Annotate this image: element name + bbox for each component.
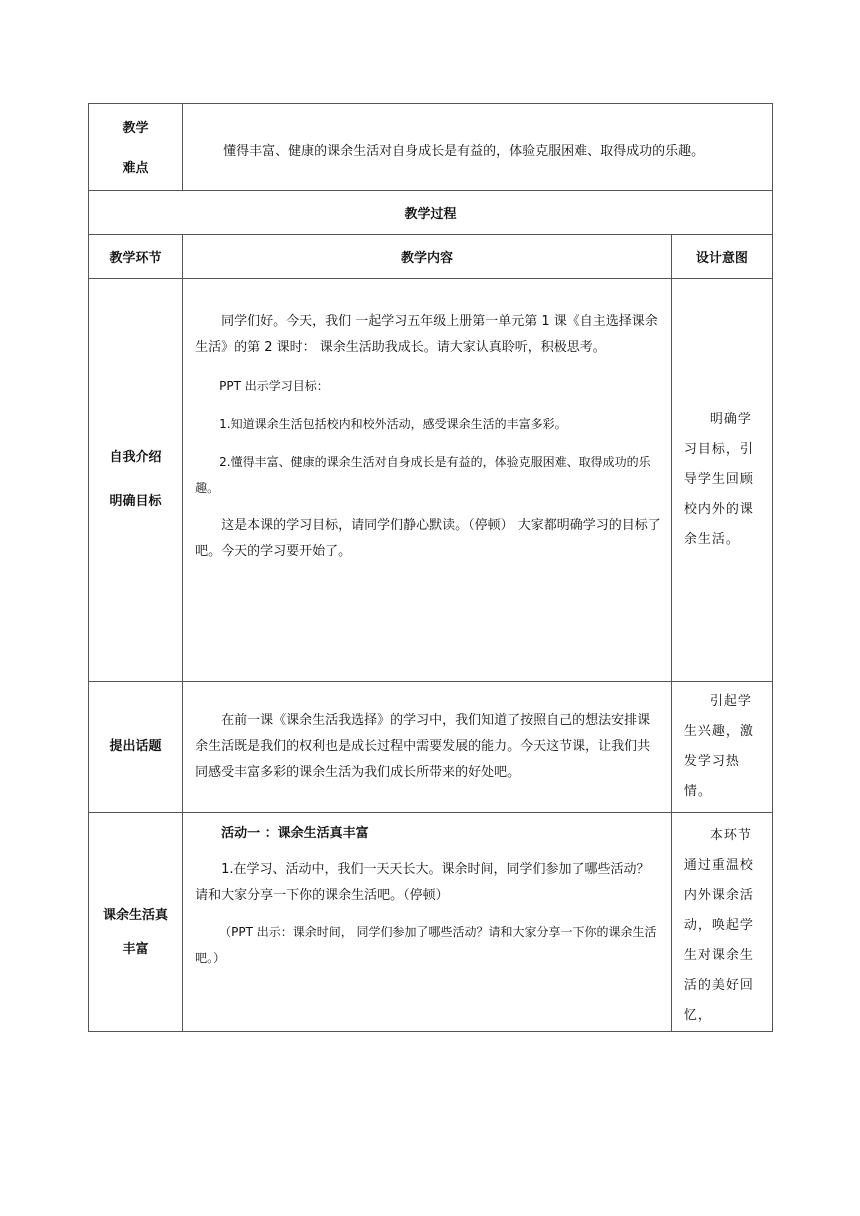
intro-paragraph-4: 2.懂得丰富、健康的课余生活对自身成长是有益的，体验克服困难、取得成功的乐趣。 [195, 455, 651, 495]
activity-paragraph-1: 1.在学习、活动中，我们一天天长大。课余时间，同学们参加了哪些活动？请和大家分享一下你的课余生活吧。（停顿） [195, 862, 650, 903]
row-intro-intent: 明确学习目标，引导学生回顾校内外的课余生活。 [683, 412, 754, 547]
difficulty-text-cell [183, 104, 773, 191]
row-topic-intent-cell [671, 682, 772, 813]
row-topic-intent: 引起学生兴趣，激发学习热情。 [683, 694, 754, 799]
difficulty-row [89, 104, 773, 191]
row-intro-label-line2: 明确目标 [109, 494, 162, 509]
row-activity-label-cell [89, 813, 183, 1032]
row-intro-intent-cell [671, 279, 772, 682]
row-activity-label-line2: 丰富 [122, 942, 149, 957]
difficulty-label-line1: 教学 [122, 121, 149, 136]
row-activity-intent: 本环节通过重温校内外课余活动，唤起学生对课余生活的美好回忆， [683, 828, 754, 1023]
intro-paragraph-2: PPT 出示学习目标： [219, 379, 329, 393]
intro-paragraph-3: 1.知道课余生活包括校内和校外活动，感受课余生活的丰富多彩。 [219, 417, 567, 431]
header-intent: 设计意图 [671, 235, 772, 279]
topic-paragraph-1: 在前一课《课余生活我选择》的学习中，我们知道了按照自己的想法安排课余生活既是我们的权利也是成长过程中需要发展的能力。今天这节课，让我们共同感受丰富多彩的课余生活为我们成长所带来的好处吧。 [195, 713, 651, 780]
row-activity [89, 813, 773, 1032]
row-intro-label-line1: 自我介绍 [109, 450, 162, 465]
difficulty-label-line2: 难点 [122, 161, 149, 176]
row-topic-content-cell [183, 682, 672, 813]
intro-paragraph-5: 这是本课的学习目标，请同学们静心默读。（停顿） 大家都明确学习的目标了吧。今天的学习要开始了。 [195, 518, 661, 559]
row-activity-label-line1: 课余生活真 [103, 908, 169, 923]
row-activity-content-cell [183, 813, 672, 1032]
row-topic-label-cell [89, 682, 183, 813]
header-row [89, 235, 773, 279]
row-activity-intent-cell [671, 813, 772, 1032]
header-stage: 教学环节 [89, 235, 183, 279]
row-intro [89, 279, 773, 682]
row-topic [89, 682, 773, 813]
difficulty-label-cell [89, 104, 183, 191]
row-intro-label-cell [89, 279, 183, 682]
process-title: 教学过程 [89, 191, 773, 235]
process-title-row [89, 191, 773, 235]
intro-paragraph-1: 同学们好。今天，我们 一起学习五年级上册第一单元第 1 课《自主选择课余生活》的第 2 课时： 课余生活助我成长。请大家认真聆听，积极思考。 [195, 314, 658, 355]
row-topic-label-line1: 提出话题 [109, 739, 162, 754]
row-intro-content-cell [183, 279, 672, 682]
difficulty-text: 懂得丰富、健康的课余生活对自身成长是有益的，体验克服困难、取得成功的乐趣。 [223, 143, 705, 159]
lesson-plan-table [88, 103, 773, 1032]
activity-paragraph-2: （PPT 出示：课余时间， 同学们参加了哪些活动？请和大家分享一下你的课余生活吧。） [195, 925, 657, 965]
activity-title: 活动一 ：课余生活真丰富 [221, 826, 369, 841]
header-content: 教学内容 [183, 235, 672, 279]
